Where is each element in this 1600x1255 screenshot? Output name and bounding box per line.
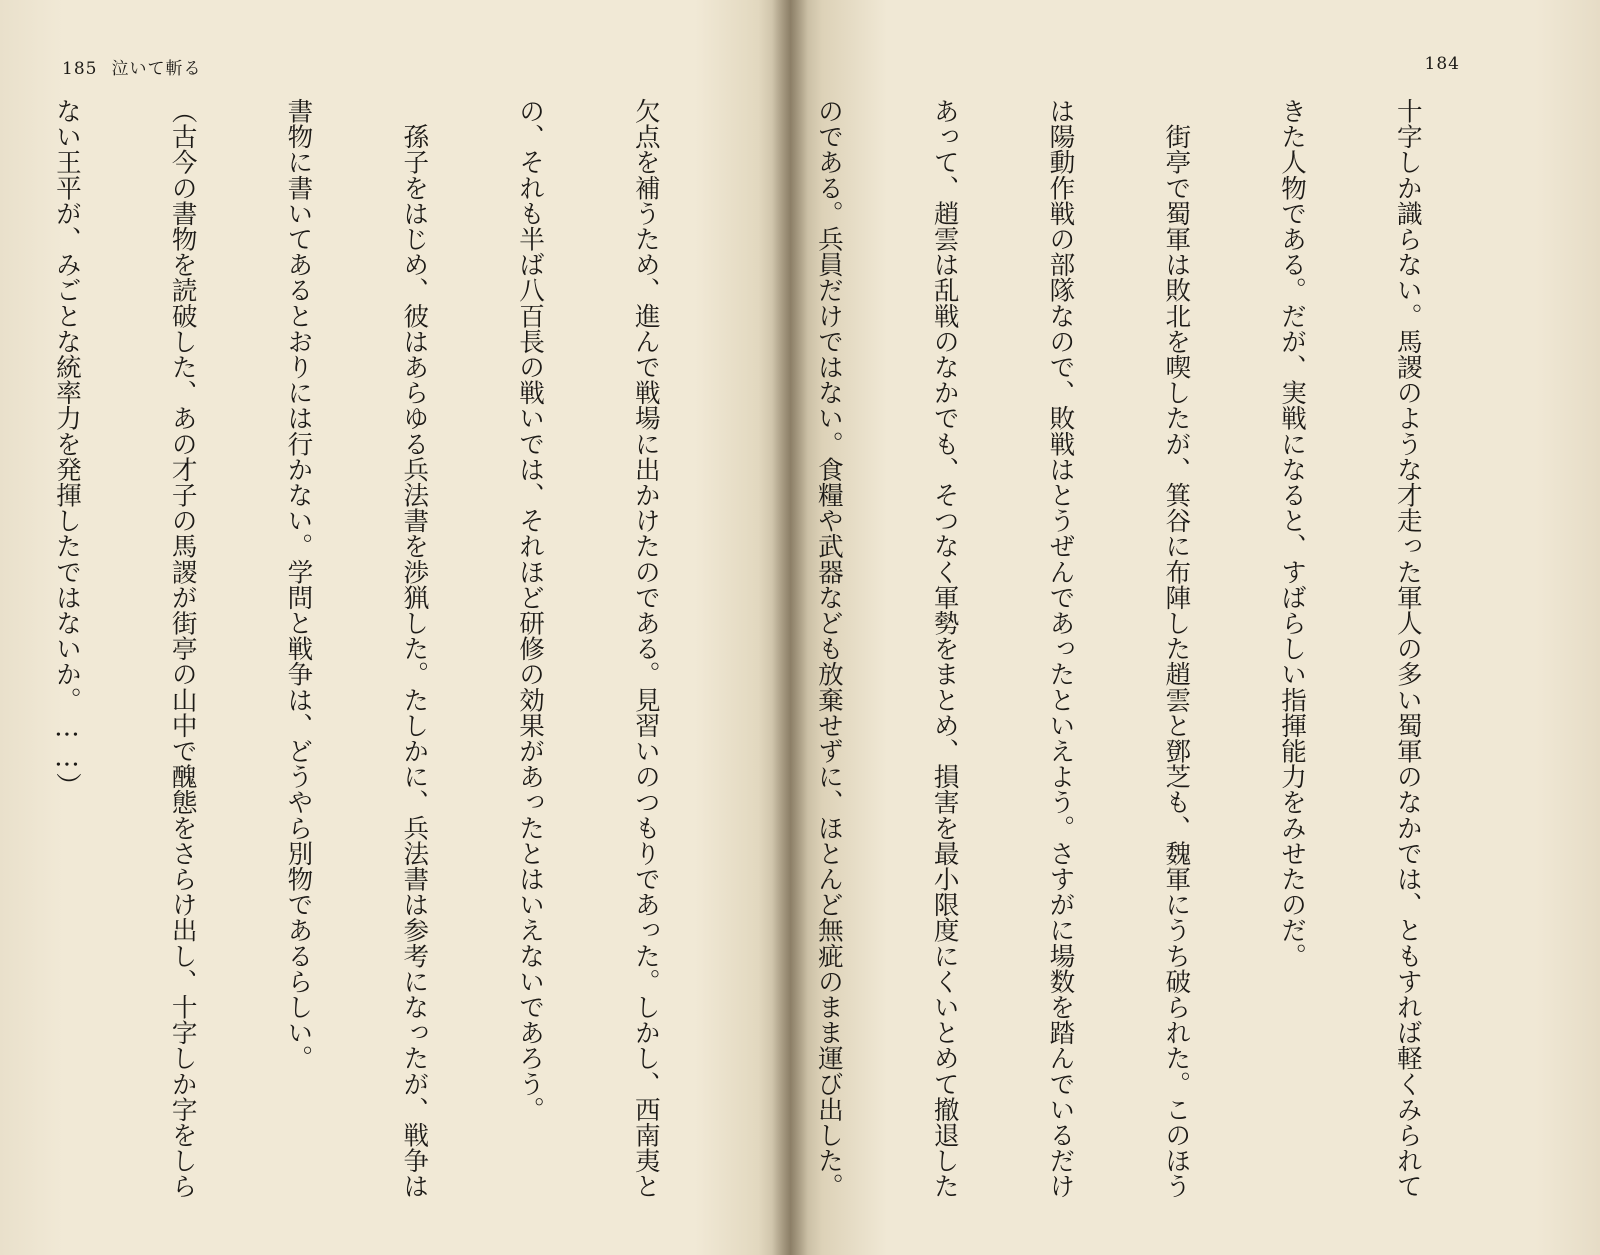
text-line: の、それも半ば八百長の戦いでは、それほど研修の効果があったとはいえないであろう。 <box>515 98 546 1122</box>
text-line: （古今の書物を読破した、あの才子の馬謖が街亭の山中で醜態をさらけ出し、十字しか字をしら <box>167 98 198 1199</box>
page-number: 185 <box>62 59 98 79</box>
text-line: きた人物である。だが、実戦になると、すばらしい指揮能力をみせたのだ。 <box>1277 98 1308 969</box>
text-line: 街亭で蜀軍は敗北を喫したが、箕谷に布陣した趙雲と鄧芝も、魏軍にうち破られた。このほう <box>1161 98 1192 1199</box>
right-page-body <box>790 98 1504 1199</box>
page-number: 184 <box>1424 54 1460 74</box>
text-line: 書物に書いてあるとおりには行かない。学問と戦争は、どうやら別物であるらしい。 <box>283 98 314 1071</box>
left-page <box>0 0 790 1255</box>
text-line: ない王平が、みごとな統率力を発揮したではないか。……） <box>51 98 82 798</box>
text-line: 十字しか識らない。馬謖のような才走った軍人の多い蜀軍のなかでは、ともすれば軽くみられて <box>1392 98 1423 1199</box>
left-page-header <box>62 54 201 79</box>
text-line: のである。兵員だけではない。食糧や武器なども放棄せずに、ほとんど無疵のまま運び出した。 <box>813 98 844 1199</box>
left-page-body <box>0 98 742 1199</box>
right-page <box>790 0 1600 1255</box>
running-title: 泣いて斬る <box>111 59 202 79</box>
right-page-header <box>1425 54 1460 74</box>
text-line: は陽動作戦の部隊なので、敗戦はとうぜんであったといえよう。さすがに場数を踏んでいるだけ <box>1045 98 1076 1199</box>
text-line: 欠点を補うため、進んで戦場に出かけたのである。見習いのつもりであった。しかし、西南夷と <box>630 98 661 1199</box>
text-line: あって、趙雲は乱戦のなかでも、そつなく軍勢をまとめ、損害を最小限度にくいとめて撤退した <box>929 98 960 1199</box>
text-line: 孫子をはじめ、彼はあらゆる兵法書を渉猟した。たしかに、兵法書は参考になったが、戦争は <box>399 98 430 1199</box>
